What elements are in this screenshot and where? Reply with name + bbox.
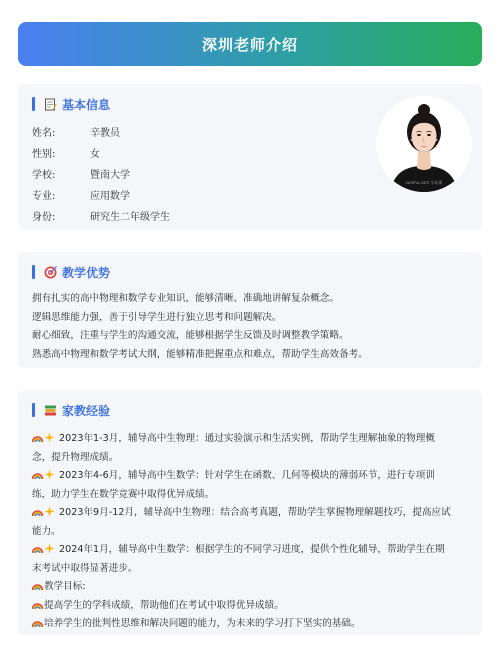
experience-item: 2024年1月，辅导高中生数学：根据学生的不同学习进度，提供个性化辅导，帮助学生在期 [32,541,468,560]
rainbow-icon [32,433,43,443]
teaching-goal-item: 提高学生的学科成绩，帮助他们在考试中取得优异成绩。 [32,597,468,616]
sparkle-icon [44,506,55,517]
info-value-gender: 女 [90,149,100,160]
advantage-heading: 教学优势 [62,265,111,280]
experience-heading: 家教经验 [62,403,111,418]
advantage-line: 耐心细致，注重与学生的沟通交流，能够根据学生反馈及时调整教学策略。 [32,330,349,341]
rainbow-icon [32,618,43,628]
section-accent-bar [32,265,35,279]
experience-item-cont: 练，助力学生在数学竞赛中取得优异成绩。 [32,488,215,500]
info-value-school: 暨南大学 [90,170,130,181]
books-icon [43,403,57,417]
basic-info-heading: 基本信息 [62,97,111,112]
experience-item-cont: 念，提升物理成绩。 [32,451,119,463]
advantage-line: 逻辑思维能力强，善于引导学生进行独立思考和问题解决。 [32,311,282,323]
advantage-text [32,290,468,364]
experience-header [32,402,110,418]
info-row-gender: 性别: 女 [32,145,100,160]
advantage-line: 拥有扎实的高中物理和数学专业知识，能够清晰、准确地讲解复杂概念。 [32,293,339,304]
rainbow-icon [32,600,43,610]
experience-card [18,390,482,635]
basic-info-header [32,96,110,112]
experience-item-cont: 能力。 [32,525,61,537]
sparkle-icon [44,469,55,480]
page-title: 深圳老师介绍 [201,35,298,54]
sparkle-icon [44,543,55,554]
info-row-major: 专业: 应用数学 [32,187,130,202]
teaching-goal-label: 教学目标: [32,578,468,597]
info-value-name: 辛教员 [90,128,120,139]
memo-icon [43,97,57,111]
avatar-watermark: xuemu.com 学易课 [405,180,443,185]
teaching-goal-item: 培养学生的批判性思维和解决问题的能力，为未来的学习打下坚实的基础。 [32,615,468,634]
rainbow-icon [32,470,43,480]
basic-info-card [18,84,482,230]
experience-item: 2023年9月-12月，辅导高中生物理：结合高考真题，帮助学生掌握物理解题技巧，提高应试 [32,504,468,523]
sparkle-icon [44,432,55,443]
target-icon [43,265,57,279]
rainbow-icon [32,581,43,591]
advantage-line: 熟悉高中物理和数学考试大纲，能够精准把握重点和难点，帮助学生高效备考。 [32,348,368,360]
info-row-identity: 身份: 研究生二年级学生 [32,208,170,223]
rainbow-icon [32,507,43,517]
info-row-school: 学校: 暨南大学 [32,166,130,181]
section-accent-bar [32,403,35,417]
experience-item: 2023年4-6月，辅导高中生数学：针对学生在函数、几何等模块的薄弱环节，进行专项训 [32,467,468,486]
info-value-identity: 研究生二年级学生 [90,212,170,223]
advantage-header [32,264,110,280]
page-title-banner [18,22,482,66]
experience-item: 2023年1-3月，辅导高中生物理：通过实验演示和生活实例，帮助学生理解抽象的物理概 [32,430,468,449]
teacher-avatar [376,96,472,192]
rainbow-icon [32,544,43,554]
advantage-card [18,252,482,368]
info-row-name: 姓名: 辛教员 [32,124,120,139]
experience-item-cont: 末考试中取得显著进步。 [32,562,138,574]
experience-text [32,430,468,634]
info-value-major: 应用数学 [90,191,130,202]
section-accent-bar [32,97,35,111]
